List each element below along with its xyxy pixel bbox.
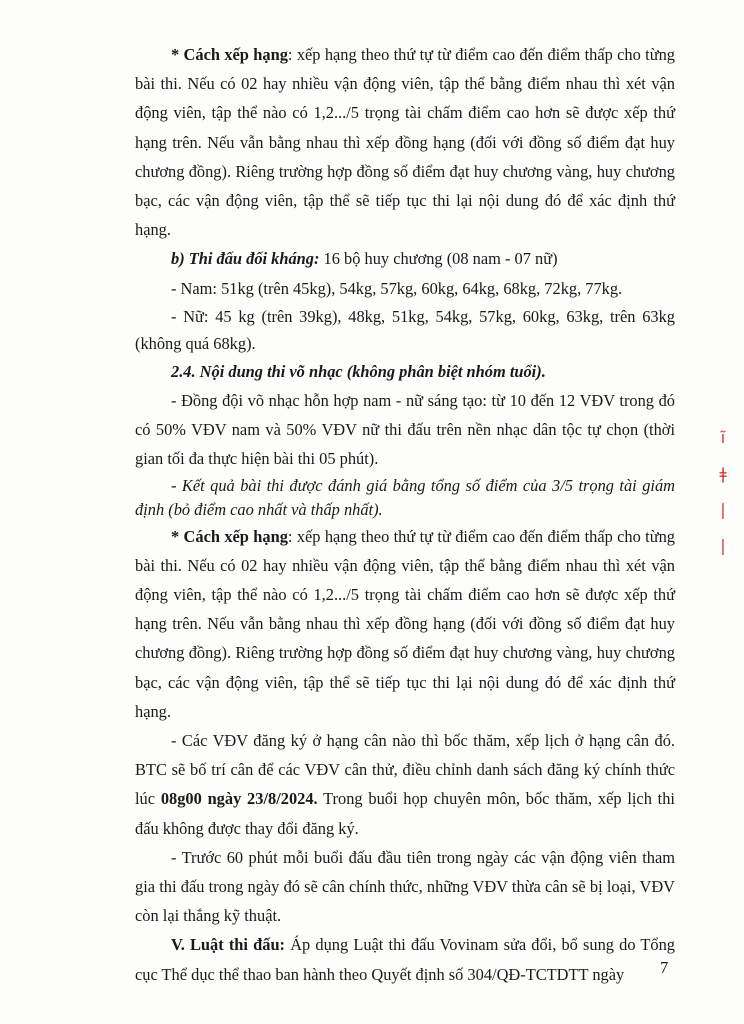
combat-heading [135,244,675,273]
weigh-in-paragraph [135,726,675,843]
rules-label: V. Luật thi đấu: [171,935,286,955]
ranking-text: : xếp hạng theo thứ tự từ điểm cao đến điểm thấp cho từng bài thi. Nếu có 02 hay nhiều vận động viên, tập thể bằng điểm nhau thì xét vận động viên, tập thể nào có 1,2.../5 trọng tài chấm điểm cao hơn sẽ được xếp thứ hạng trên. Nếu vẫn bằng nhau thì xếp đồng hạng (đối với đồng số điểm đạt huy chương đồng). Riêng trường hợp đồng số điểm đạt huy chương vàng, huy chương bạc, các vận động viên, tập thể sẽ tiếp tục thi lại nội dung đó để xác định thứ hạng. [135,45,676,240]
margin-stamp-marks [712,420,734,560]
weigh-in-text-end: Trong buổi họp chuyên môn, bốc thăm, xếp lịch thi đấu không được thay đổi đăng ký. [135,789,675,838]
combat-text: 16 bộ huy chương (08 nam - 07 nữ) [319,249,558,269]
margin-mark: ĩ [720,428,726,447]
ranking-paragraph-1 [135,40,675,244]
section-heading-2-4: 2.4. Nội dung thi võ nhạc (không phân biệt nhóm tuổi). [171,361,546,381]
men-weight-classes: - Nam: 51kg (trên 45kg), 54kg, 57kg, 60kg, 64kg, 68kg, 72kg, 77kg. [171,278,623,298]
combat-label: b) Thi đấu đối kháng: [171,249,320,269]
women-weight-classes: - Nữ: 45 kg (trên 39kg), 48kg, 51kg, 54kg, 57kg, 60kg, 63kg, trên 63kg (không quá 68kg). [135,306,675,353]
rules-paragraph [135,930,675,988]
result-evaluation-paragraph: - Kết quả bài thi được đánh giá bằng tổng số điểm của 3/5 trọng tài giám định (bỏ điểm cao nhất và thấp nhất). [135,475,675,519]
margin-mark: | [720,536,726,555]
margin-mark: | [720,500,726,519]
weigh-in-text: - Các VĐV đăng ký ở hạng cân nào thì bốc thăm, xếp lịch ở hạng cân đó. BTC sẽ bố trí cân để các VĐV cân thử, điều chỉnh danh sách đăng ký chính thức lúc [135,731,675,809]
ranking-label: * Cách xếp hạng [171,45,288,64]
ranking-text: : xếp hạng theo thứ tự từ điểm cao đến điểm thấp cho từng bài thi. Nếu có 02 hay nhiều vận động viên, tập thể bằng điểm nhau thì xét vận động viên, tập thể nào có 1,2.../5 trọng tài chấm điểm cao hơn sẽ được xếp thứ hạng trên. Nếu vẫn bằng nhau thì xếp đồng hạng (đối với đồng số điểm đạt huy chương đồng). Riêng trường hợp đồng số điểm đạt huy chương vàng, huy chương bạc, các vận động viên, tập thể sẽ tiếp tục thi lại nội dung đó để xác định thứ hạng. [135,526,676,721]
page-number: 7 [660,958,669,977]
margin-mark: ǂ [719,464,727,483]
ranking-label: * Cách xếp hạng [171,526,288,546]
ranking-paragraph-2 [135,522,675,726]
official-weigh-paragraph: - Trước 60 phút mỗi buổi đấu đầu tiên trong ngày các vận động viên tham gia thi đấu trong ngày đó sẽ cân chính thức, những VĐV thừa cân sẽ bị loại, VĐV còn lại thắng kỹ thuật. [135,847,675,926]
weigh-in-date: 08g00 ngày 23/8/2024. [160,789,318,809]
rules-text: Áp dụng Luật thi đấu Vovinam sửa đổi, bổ sung do Tổng cục Thể dục thể thao ban hành theo Quyết định số 304/QĐ-TCTDTT ngày [135,935,676,984]
team-music-paragraph: - Đồng đội võ nhạc hỗn hợp nam - nữ sáng tạo: từ 10 đến 12 VĐV trong đó có 50% VĐV nam và 50% VĐV nữ thi đấu trên nền nhạc dân tộc tự chọn (thời gian tối đa thực hiện bài thi 05 phút). [135,391,675,469]
document-body [135,40,675,989]
